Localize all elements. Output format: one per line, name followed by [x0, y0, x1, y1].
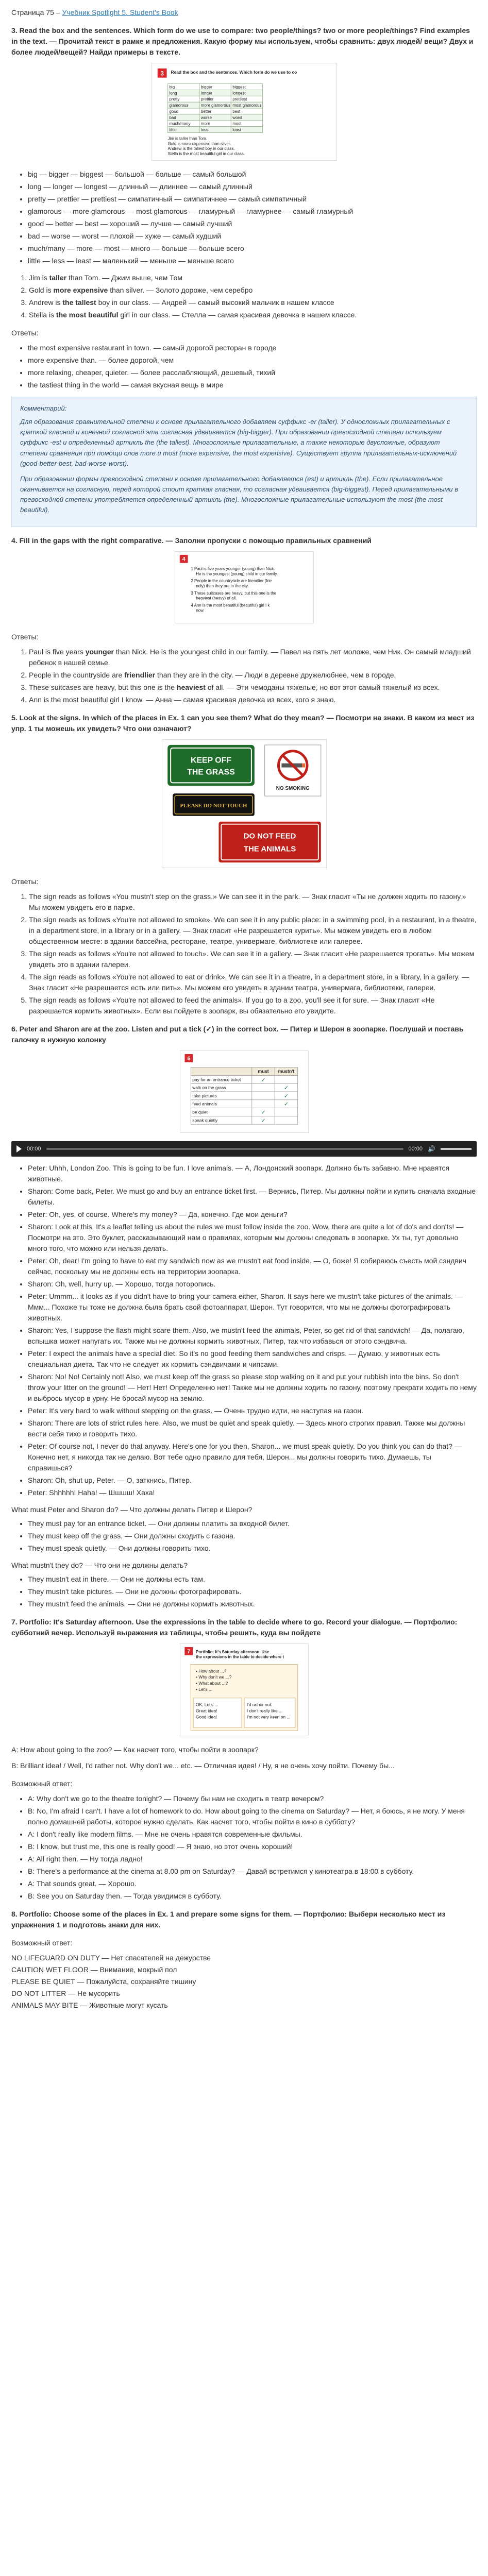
dialogue-line: • Sharon: Oh, well, hurry up. — Хорошо, тогда поторопись. [28, 1279, 477, 1290]
dialogue-line: • A: Why don't we go to the theatre tonight? — Почему бы нам не сходить в театр вечером? [28, 1793, 477, 1804]
box-line: now. [195, 608, 205, 613]
tick-mark: ✓ [260, 1109, 266, 1116]
ex4-title: 4. Fill in the gaps with the right comparative. — Заполни пропуски с помощью правильных сравнений [11, 536, 372, 545]
dialogue-line: • A: I don't really like modern films. — Мне не очень нравятся современные фильмы. [28, 1829, 477, 1840]
table-cell: more [200, 121, 210, 126]
table-cell: biggest [232, 84, 246, 90]
sign-please-do-not-touch [173, 794, 255, 817]
audio-player [11, 1141, 477, 1157]
dialogue-line: • Peter: I expect the animals have a special diet. So it's no good feeding them sandwiches and crisps. — Думаю, у животных есть специальная диета. Так что не следует их кормить сэндвичами и чипсами. [28, 1348, 477, 1370]
table-cell: walk on the grass [192, 1085, 226, 1091]
dialogue-line: • Sharon: There are lots of strict rules here. Also, we must be quiet and speak quietly. — Здесь много строгих правил. Также мы должны вести себя тихо и говорить тихо. [28, 1418, 477, 1439]
ex5-answers-list [11, 891, 477, 1016]
ex7-dialogue-list [11, 1793, 477, 1902]
answer-item: • the most expensive restaurant in town. — самый дорогой ресторан в городе [28, 343, 477, 353]
dialogue-line: • A: All right then. — Ну тогда ладно! [28, 1854, 477, 1865]
table-cell: good [169, 109, 178, 114]
dialogue-line: • Sharon: Yes, I suppose the flash might scare them. Also, we mustn't feed the animals, Peter, so get rid of that sandwich! — Да, полагаю, вспышка может напугать их. Также мы не должны кормить животных, Питер, так что избавься от этого сэндвича. [28, 1325, 477, 1347]
form-item: • much/many — more — most — много — больше — больше всего [28, 243, 477, 254]
ex7-possible-label: Возможный ответ: [11, 1780, 73, 1788]
mustnt-item: • They mustn't take pictures. — Они не должны фотографировать. [28, 1586, 477, 1597]
answer-item: 1. Paul is five years younger than Nick. He is the youngest child in our family. — Павел на пять лет моложе, чем Ник. Он самый младший ребенок в нашей семье. [29, 647, 477, 668]
form-item: • little — less — least — маленький — меньше — меньше всего [28, 256, 477, 266]
tick-mark: ✓ [283, 1101, 289, 1108]
table-cell: most glamorous [232, 103, 261, 108]
sign-item: CAUTION WET FLOOR — Внимание, мокрый пол [11, 1965, 177, 1974]
header-prefix: Страница 75 – [11, 8, 60, 16]
answer-item: 4. The sign reads as follows «You're not allowed to eat or drink». We can see it in a theatre, in a department store, in a library, in a gallery. — Знак гласит «Не разрешается есть или пить». Мы можем его увидеть в здании театра, универмага, библиотеки, галереи. [29, 972, 477, 993]
ex7-example-b: B: Brilliant idea! / Well, I'd rather not. Why don't we... etc. — Отличная идея! / Ну, я не очень хочу пойти. Почему бы... [11, 1761, 395, 1770]
reject-expression: I'd rather not. [246, 1702, 272, 1708]
ex3-forms-table [167, 84, 262, 133]
table-cell: long [169, 91, 177, 96]
comment-paragraph-1: Для образования сравнительной степени к основе прилагательного добавляем суффикс -er (taller). У односложных прилагательных с краткой гласной и конечной согласной эта согласная удваивается (big-bigger). При образовании превосходной степени используем суффикс -est и определенный артикль the (the tallest). Многосложные прилагательные, а также некоторые двусложные, образуют степени сравнения при помощи слов more и most (more expensive, the most expensive). Существует группа прилагательных-исключений (good-better-best, bad-worse-worst). [20, 418, 457, 467]
table-cell: less [200, 127, 208, 132]
accept-expression: OK, Let's ... [195, 1702, 218, 1708]
play-icon[interactable] [16, 1145, 22, 1153]
dialogue-line: • Peter: Uhhh, London Zoo. This is going to be fun. I love animals. — А, Лондонский зоопарк. Должно быть забавно. Мне нравятся животные. [28, 1163, 477, 1184]
table-cell: bad [169, 115, 176, 120]
dialogue-line: • A: That sounds great. — Хорошо. [28, 1878, 477, 1889]
answer-item: 2. People in the countryside are friendlier than they are in the city. — Люди в деревне дружелюбнее, чем в городе. [29, 670, 477, 681]
ex3-textbook-image [152, 63, 337, 161]
ex5-answers-label: Ответы: [11, 877, 39, 886]
suggest-expression: • What about ...? [195, 1681, 228, 1686]
table-cell: take pictures [192, 1093, 217, 1099]
box-line: 2 People in the countryside are friendlier (frie [191, 579, 272, 584]
form-item: • bad — worse — worst — плохой — хуже — самый худший [28, 231, 477, 242]
table-cell: worst [232, 115, 242, 120]
svg-text:THE ANIMALS: THE ANIMALS [243, 845, 296, 854]
svg-text:3: 3 [160, 70, 164, 77]
tick-mark: ✓ [283, 1085, 289, 1092]
table-cell: glamorous [169, 103, 188, 108]
box-sentence: Jim is taller than Tom. [167, 136, 207, 141]
answer-item: 3. The sign reads as follows «You're not allowed to touch». We can see it in a gallery. — Знак гласит «Не разрешается трогать». Мы можем увидеть это в здании галереи. [29, 948, 477, 970]
sentence-item: 1. Jim is taller than Tom. — Джим выше, чем Том [29, 273, 477, 283]
table-cell: longest [232, 91, 246, 96]
table-head: mustn't [278, 1069, 294, 1074]
ex5-signs-image [162, 739, 327, 868]
must-item: • They must speak quietly. — Они должны говорить тихо. [28, 1543, 477, 1554]
dialogue-line: • Sharon: No! No! Certainly not! Also, we must keep off the grass so please stop walking on it and put your rubbish into the bins. So don't throw your litter on the ground! — Нет! Нет! Определенно нет! Также мы не должны ходить по газону, поэтому прекрати ходить по нему и выбрось мусор в урну. Не бросай мусор на землю. [28, 1371, 477, 1404]
sign-item: PLEASE BE QUIET — Пожалуйста, сохраняйте тишину [11, 1977, 196, 1986]
svg-text:DO NOT FEED: DO NOT FEED [243, 832, 296, 841]
ex3-sentences-list [11, 273, 477, 320]
table-cell: little [169, 127, 177, 132]
ex3-answers-list [11, 343, 477, 391]
must-item: • They must keep off the grass. — Они должны сходить с газона. [28, 1531, 477, 1541]
ex7-example-a: A: How about going to the zoo? — Как насчет того, чтобы пойти в зоопарк? [11, 1745, 259, 1754]
comment-title: Комментарий: [20, 404, 67, 412]
table-cell: bigger [200, 84, 212, 90]
volume-slider[interactable] [441, 1148, 472, 1150]
answer-item: • the tastiest thing in the world — самая вкусная вещь в мире [28, 380, 477, 391]
box-title: Portfolio: It's Saturday afternoon. Use [195, 1650, 269, 1655]
audio-time-elapsed: 00:00 [27, 1146, 41, 1153]
dialogue-line: • B: See you on Saturday then. — Тогда увидимся в субботу. [28, 1891, 477, 1902]
dialogue-line: • Peter: Ummm... it looks as if you didn't have to bring your camera either, Sharon. It says here we mustn't take pictures of the animals. — Ммм... Похоже ты тоже не должна была брать свой фотоаппарат, Шерон. Тут говорится, что мы не должны фотографировать животных. [28, 1291, 477, 1324]
sign-no-smoking [264, 745, 321, 796]
tick-mark: ✓ [283, 1093, 289, 1100]
sign-item: ANIMALS MAY BITE — Животные могут кусать [11, 2001, 168, 2010]
table-cell: longer [200, 91, 212, 96]
table-cell: best [232, 109, 240, 114]
dialogue-line: • Sharon: Oh, shut up, Peter. — О, заткнись, Питер. [28, 1475, 477, 1486]
svg-text:4: 4 [182, 556, 186, 563]
table-cell: speak quietly [192, 1117, 217, 1123]
sentence-item: 4. Stella is the most beautiful girl in our class. — Стелла — самая красивая девочка в нашем классе. [29, 310, 477, 320]
suggest-expression: • Why don't we ...? [195, 1674, 231, 1680]
textbook-link[interactable]: Учебник Spotlight 5. Student's Book [62, 8, 178, 16]
ex6-mustnt-list [11, 1574, 477, 1609]
mustnt-item: • They mustn't eat in there. — Они не должны есть там. [28, 1574, 477, 1585]
svg-text:7: 7 [187, 1649, 190, 1655]
box-line: 1 Paul is five years younger (young) than Nick. [191, 566, 275, 571]
reject-expression: I'm not very keen on ... [246, 1714, 290, 1720]
comment-paragraph-2: При образовании формы превосходной степени к основе прилагательного добавляется (est) и артикль (the). Если прилагательное оканчивается на согласную, перед которой стоит краткая гласная, то согласная удваивается (big-biggest). Перед прилагательными в превосходной степени употребляется определенный артикль (the). Многосложные прилагательные используют the most (the most beautiful). [20, 474, 459, 514]
form-item: • glamorous — more glamorous — most glamorous — гламурный — гламурнее — самый гламурный [28, 206, 477, 217]
answer-item: 1. The sign reads as follows «You mustn't step on the grass.» We can see it in the park. — Знак гласит «Ты не должен ходить по газону.» Мы можем увидеть его в парке. [29, 891, 477, 913]
answer-item: 3. These suitcases are heavy, but this one is the heaviest of all. — Эти чемоданы тяжелые, но вот этот самый тяжелый из всех. [29, 682, 477, 693]
dialogue-line: • B: I know, but trust me, this one is really good! — Я знаю, но этот очень хороший! [28, 1841, 477, 1852]
ex7-textbook-image [180, 1643, 309, 1736]
ex4-textbook-image [175, 551, 314, 623]
ex6-title: 6. Peter and Sharon are at the zoo. Listen and put a tick (✓) in the correct box. — Питер и Шерон в зоопарке. Послушай и поставь галочку в нужную колонку [11, 1025, 464, 1044]
sign-do-not-feed-animals [218, 822, 321, 862]
dialogue-line: • Peter: Of course not, I never do that anyway. Here's one for you then, Sharon... we must speak quietly. Do you think you can do that? — Конечно нет, я никогда так не делаю. Вот тебе одно правило для тебя, Шерон... мы должны говорить тихо. Думаешь, ты справишься? [28, 1441, 477, 1473]
dialogue-line: • Peter: Oh, dear! I'm going to have to eat my sandwich now as we mustn't eat food inside. — О, боже! Я собираюсь съесть мой сэндвич сейчас, поскольку мы не должны есть на территории зоопарка. [28, 1256, 477, 1277]
svg-text:THE GRASS: THE GRASS [187, 768, 235, 777]
box-line: 4 Ann is the most beautiful (beautiful) girl I k [191, 603, 270, 608]
table-cell: prettiest [232, 97, 247, 102]
audio-progress-bar[interactable] [46, 1148, 403, 1150]
accept-expression: Great idea! [195, 1708, 217, 1714]
dialogue-line: • Peter: It's very hard to walk without stepping on the grass. — Очень трудно идти, не наступая на газон. [28, 1405, 477, 1416]
volume-icon[interactable]: 🔊 [428, 1145, 435, 1153]
ex3-box-title: Read the box and the sentences. Which form do we use to co [171, 69, 297, 75]
svg-text:KEEP OFF: KEEP OFF [190, 756, 231, 766]
ex4-answers-label: Ответы: [11, 633, 39, 641]
box-sentence: Stella is the most beautiful girl in our class. [167, 151, 245, 157]
tick-mark: ✓ [260, 1077, 266, 1083]
sign-keep-off-grass [167, 745, 255, 786]
ex8-title: 8. Portfolio: Choose some of the places in Ex. 1 and prepare some signs for them. — Портфолио: Выбери несколько мест из упражнения 1 и подготовь знаки для них. [11, 1910, 446, 1929]
answer-item: 2. The sign reads as follows «You're not allowed to smoke». We can see it in any public place: in a swimming pool, in a restaurant, in a theatre, in a department store, in a library or in a gallery. — Знак гласит «Не разрешается курить». Мы можем увидеть его в любом общественном месте: в здании бассейна, ресторане, театре, универмаге, библиотеке или галерее. [29, 914, 477, 947]
table-cell: more glamorous [200, 103, 230, 108]
dialogue-line: • B: No, I'm afraid I can't. I have a lot of homework to do. How about going to the cinema on Saturday? — Нет, я боюсь, я не могу. У меня полно домашней работы, которое нужно сделать. Как насчет того, чтобы пойти в кино в субботу? [28, 1806, 477, 1827]
dialogue-line: • B: There's a performance at the cinema at 8.00 pm on Saturday? — Давай встретимся у кинотеатра в 18:00 в субботу. [28, 1866, 477, 1877]
dialogue-line: • Sharon: Look at this. It's a leaflet telling us about the rules we must follow inside the zoo. Wow, there are quite a lot of do's and don'ts! — Посмотри на это. Это буклет, рассказывающий нам о правилах, которым мы должны следовать в зоопарке. Ух ты, тут довольно много того, что можно или нельзя делать. [28, 1222, 477, 1254]
answer-item: • more expensive than. — более дорогой, чем [28, 355, 477, 366]
sentence-item: 2. Gold is more expensive than silver. — Золото дороже, чем серебро [29, 285, 477, 296]
table-head: must [257, 1069, 269, 1074]
sign-item: NO LIFEGUARD ON DUTY — Нет спасателей на дежурстве [11, 1954, 211, 1962]
ex5-title: 5. Look at the signs. In which of the places in Ex. 1 can you see them? What do they mean? — Посмотри на знаки. В каком из мест из упр. 1 ты можешь их увидеть? Что они означают? [11, 714, 475, 733]
table-cell: big [169, 84, 175, 90]
sentence-item: 3. Andrew is the tallest boy in our class. — Андрей — самый высокий мальчик в нашем классе [29, 297, 477, 308]
box-sentence: Gold is more expensive than silver. [167, 141, 231, 146]
table-cell: much/many [169, 121, 190, 126]
form-item: • big — bigger — biggest — большой — больше — самый большой [28, 169, 477, 180]
table-cell: better [200, 109, 211, 114]
dialogue-line: • Peter: Oh, yes, of course. Where's my money? — Да, конечно. Где мои деньги? [28, 1209, 477, 1220]
box-line: ndly) than they are in the city. [195, 584, 249, 589]
table-cell: least [232, 127, 241, 132]
table-cell: worse [200, 115, 212, 120]
ex6-question-must: What must Peter and Sharon do? — Что должны делать Питер и Шерон? [11, 1505, 253, 1514]
ex6-question-mustnt: What mustn't they do? — Что они не должны делать? [11, 1561, 188, 1570]
mustnt-item: • They mustn't feed the animals. — Они не должны кормить животных. [28, 1599, 477, 1609]
form-item: • good — better — best — хороший — лучше — самый лучший [28, 218, 477, 229]
box-sentence: Andrew is the tallest boy in our class. [167, 146, 235, 151]
tick-mark: ✓ [260, 1117, 266, 1124]
ex8-signs-list [11, 1953, 477, 2011]
svg-text:6: 6 [187, 1056, 190, 1062]
box-line: heaviest (heavy) of all. [195, 596, 237, 601]
dialogue-line: • Peter: Shhhhh! Haha! — Шшшш! Хаха! [28, 1487, 477, 1498]
table-cell: most [232, 121, 241, 126]
ex6-tick-table [191, 1067, 297, 1125]
breadcrumb [11, 7, 477, 18]
ex6-dialogue-list [11, 1163, 477, 1498]
ex3-forms-list [11, 169, 477, 266]
ex6-textbook-image [180, 1050, 309, 1133]
ex6-must-list [11, 1518, 477, 1554]
box-title: the expressions in the table to decide where t [195, 1655, 284, 1660]
ex3-title: 3. Read the box and the sentences. Which form do we use to compare: two people/things? two or more people/things? Find examples in the text. — Прочитай текст в рамке и предложения. Какую форму мы используем, чтобы сравнить: двух людей/ вещи? Двух и более людей/вещей? Найди примеры в тексте. [11, 26, 474, 56]
box-line: He is the youngest (young) child in our family. [195, 571, 278, 577]
table-cell: be quiet [192, 1109, 208, 1115]
answer-item: 5. The sign reads as follows «You're not allowed to feed the animals». If you go to a zoo, you'll see it for sure. — Знак гласит «Не разрешается кормить животных». Если вы пойдете в зоопарк, вы обязательно его увидите. [29, 995, 477, 1016]
svg-text:NO SMOKING: NO SMOKING [276, 786, 310, 792]
must-item: • They must pay for an entrance ticket. — Они должны платить за входной билет. [28, 1518, 477, 1529]
ex8-possible-label: Возможный ответ: [11, 1939, 73, 1947]
suggest-expression: • Let's ... [195, 1687, 212, 1692]
table-cell: pay for an entrance ticket [192, 1077, 241, 1082]
accept-expression: Good idea! [195, 1714, 217, 1720]
audio-time-total: 00:00 [408, 1146, 423, 1153]
suggest-expression: • How about ...? [195, 1668, 226, 1674]
table-cell: feed animals [192, 1101, 217, 1107]
table-cell: prettier [200, 97, 214, 102]
reject-expression: I don't really like ... [246, 1708, 282, 1714]
answer-item: • more relaxing, cheaper, quieter. — более расслабляющий, дешевый, тихий [28, 367, 477, 378]
table-cell: pretty [169, 97, 179, 102]
sign-item: DO NOT LITTER — Не мусорить [11, 1989, 120, 1998]
dialogue-line: • Sharon: Come back, Peter. We must go and buy an entrance ticket first. — Вернись, Питер. Мы должны пойти и купить сначала входные билеты. [28, 1186, 477, 1208]
answer-item: 4. Ann is the most beautiful girl I know. — Анна — самая красивая девочка из всех, кого я знаю. [29, 694, 477, 705]
ex4-answers-list [11, 647, 477, 705]
box-line: 3 These suitcases are heavy, but this one is the [191, 591, 276, 596]
ex7-title: 7. Portfolio: It's Saturday afternoon. Use the expressions in the table to decide where to go. Record your dialogue. — Портфолио: субботний вечер. Используй выражения из таблицы, чтобы решить, куда вы пойдете [11, 1618, 458, 1637]
form-item: • pretty — prettier — prettiest — симпатичный — симпатичнее — самый симпатичный [28, 194, 477, 205]
svg-text:PLEASE DO NOT TOUCH: PLEASE DO NOT TOUCH [179, 803, 247, 809]
ex3-answers-label: Ответы: [11, 329, 39, 337]
comment-box [11, 397, 477, 527]
form-item: • long — longer — longest — длинный — длиннее — самый длинный [28, 181, 477, 192]
